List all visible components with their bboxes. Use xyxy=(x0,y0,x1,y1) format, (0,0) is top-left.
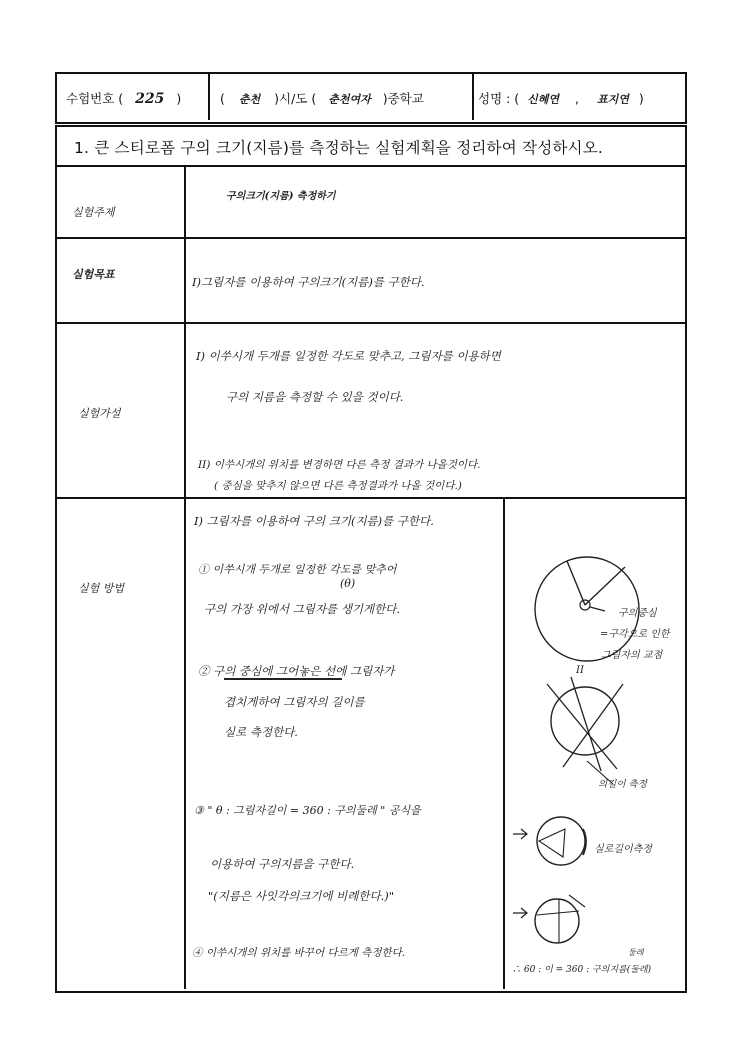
question-text: 1. 큰 스티로폼 구의 크기(지름)를 측정하는 실험계획을 정리하여 작성하시오. xyxy=(74,139,604,157)
method-step3-c: "(지름은 사잇각의크기에 비례한다.)" xyxy=(208,889,395,903)
topic-label: 실험주제 xyxy=(72,206,115,219)
method-step2-c: 실로 측정한다. xyxy=(224,725,298,739)
sketch-note-angle: =구각으로 인한 xyxy=(600,629,670,640)
method-step2-b: 겹치게하여 그림자의 길이를 xyxy=(224,695,365,709)
method-step1-theta: (θ) xyxy=(340,577,356,590)
label-column-divider xyxy=(184,167,186,989)
sketch-arrow-2 xyxy=(513,908,527,918)
hypothesis-line-4: ( 중심을 맞추지 않으면 다른 측정결과가 나올 것이다.) xyxy=(214,480,462,492)
method-intro: I) 그림자를 이용하여 구의 크기(지름)를 구한다. xyxy=(194,514,434,528)
exam-number-field xyxy=(66,89,181,107)
name-separator: , xyxy=(575,91,580,106)
exam-number-value: 225 xyxy=(135,91,165,107)
hypothesis-line-2: 구의 지름을 측정할 수 있을 것이다. xyxy=(226,390,404,404)
method-step3-b: 이용하여 구의지름을 구한다. xyxy=(210,857,355,871)
sketch-formula: ∴ 60 : 이 = 360 : 구의지름(둘레) xyxy=(512,965,652,975)
sketch4-lines xyxy=(537,895,585,943)
sketch-note-intersection: 그림자의 교점 xyxy=(601,650,663,661)
sketch-note-string: 실로길이측정 xyxy=(594,844,652,855)
sketch4-sphere xyxy=(535,899,579,943)
city-open: ( xyxy=(220,91,225,106)
sketch-note-length: 의길이 측정 xyxy=(598,779,647,790)
method-step2-a: ② 구의 중심에 그어놓은 선에 그림자가 xyxy=(198,664,395,678)
sketch3-triangle xyxy=(539,829,565,857)
sketch1-ray-a xyxy=(567,561,625,605)
sketch-note-center: 구의중심 xyxy=(618,608,657,619)
method-label: 실험 방법 xyxy=(78,582,125,595)
sketch-arrow-1 xyxy=(513,829,527,839)
method-step1-a: ① 이쑤시개 두개로 일정한 각도를 맞추어 xyxy=(198,563,397,576)
sketch-mark-two: II xyxy=(576,665,584,676)
sketch-panel xyxy=(505,499,681,987)
name-close: ) xyxy=(638,91,644,106)
goal-content: I)그림자를 이용하여 구의크기(지름)를 구한다. xyxy=(192,275,425,289)
region-school-field xyxy=(220,89,424,107)
topic-content: 구의크기(지름) 측정하기 xyxy=(226,191,336,202)
sketch2-lines xyxy=(547,677,623,771)
method-step2-underline xyxy=(224,678,342,680)
city-value: 춘천 xyxy=(238,93,261,106)
method-step1-b: 구의 가장 위에서 그림자를 생기게한다. xyxy=(204,602,401,616)
header-divider-1 xyxy=(208,74,210,120)
name-value-2: 표지연 xyxy=(597,93,629,106)
row-rule-goal xyxy=(57,322,685,324)
exam-number-label: 수험번호 ( xyxy=(66,91,124,106)
hypothesis-line-1: I) 이쑤시개 두개를 일정한 각도로 맞추고, 그림자를 이용하면 xyxy=(196,349,501,363)
sketch-formula-top: 둘레 xyxy=(628,948,644,957)
name-label: 성명 : ( xyxy=(478,91,520,106)
method-step4: ④ 이쑤시개의 위치를 바꾸어 다르게 측정한다. xyxy=(192,947,406,959)
school-label: )중학교 xyxy=(382,91,424,106)
name-value-1: 신혜연 xyxy=(527,93,560,106)
hypothesis-label: 실험가설 xyxy=(78,407,121,420)
row-rule-topic xyxy=(57,237,685,239)
goal-label: 실험목표 xyxy=(72,268,115,281)
header-divider-2 xyxy=(472,74,474,120)
question-rule xyxy=(57,165,685,167)
exam-number-close: ) xyxy=(176,91,182,106)
school-value: 춘천여자 xyxy=(328,93,371,106)
city-label: )시/도 ( xyxy=(274,91,317,106)
hypothesis-line-3: II) 이쑤시개의 위치를 변경하면 다른 측정 결과가 나올것이다. xyxy=(198,459,481,471)
name-field xyxy=(478,89,644,107)
sketch1-arrow xyxy=(590,607,605,611)
method-step3-a: ③ " θ : 그림자길이 = 360 : 구의둘레 " 공식을 xyxy=(194,804,421,817)
sketch3-sphere xyxy=(537,817,585,865)
